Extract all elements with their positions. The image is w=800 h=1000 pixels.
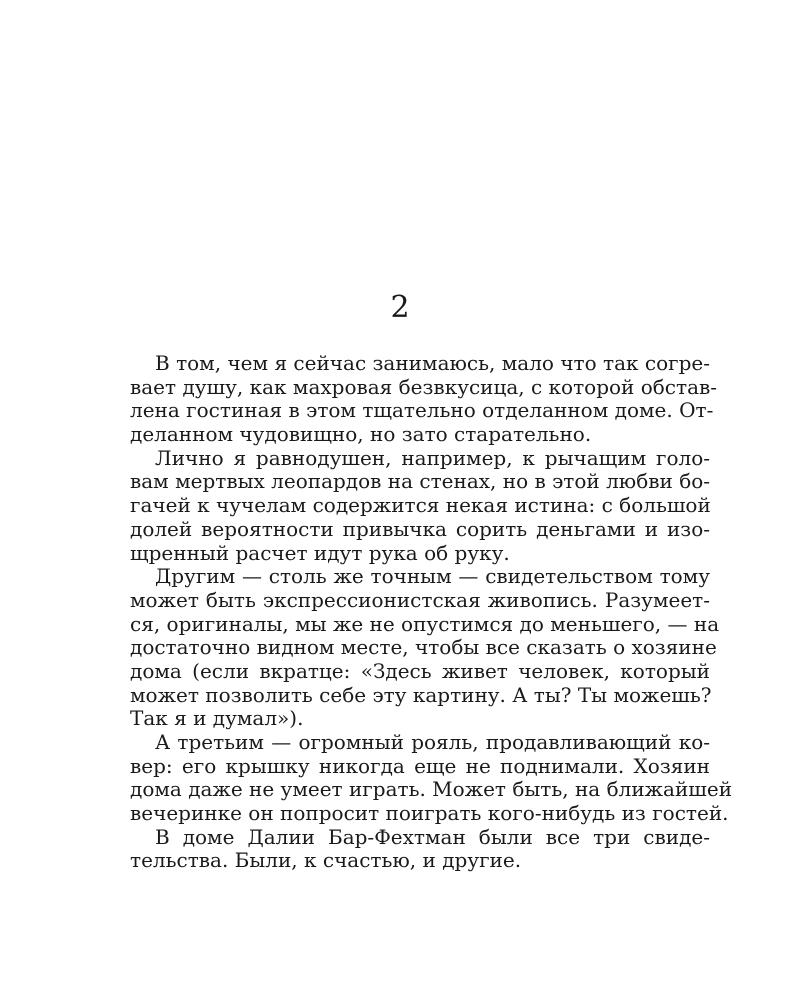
text-line: вер: его крышку никогда еще не поднимали. Хозяин (130, 753, 710, 778)
text-line: долей вероятности привычка сорить деньгами и изо- (130, 516, 710, 541)
text-line: лена гостиная в этом тщательно отделанном доме. От- (130, 398, 714, 423)
text-line: вает душу, как махровая безвкусица, с которой обстав- (130, 374, 718, 399)
text-line: ся, оригиналы, мы же не опустимся до меньшего, — на (130, 611, 720, 636)
text-line: тельства. Были, к счастью, и другие. (130, 848, 522, 873)
text-line: вам мертвых леопардов на стенах, но в этой любви бо- (130, 469, 711, 494)
paragraph (130, 447, 710, 565)
paragraph (130, 564, 720, 731)
paragraph (130, 730, 733, 826)
text-line: дома (если вкратце: «Здесь живет человек, который (130, 658, 710, 683)
text-line: деланном чудовищно, но зато старательно. (130, 422, 592, 447)
chapter-body (130, 351, 733, 873)
text-line: Так я и думал»). (130, 706, 304, 731)
text-line: Лично я равнодушен, например, к рычащим голо- (155, 445, 710, 470)
chapter-number: 2 (390, 290, 410, 325)
text-line: В доме Далии Бар-Фехтман были все три свиде- (155, 824, 710, 849)
text-line: щренный расчет идут рука об руку. (130, 540, 510, 565)
paragraph (130, 351, 718, 447)
paragraph (130, 826, 710, 873)
text-line: достаточно видном месте, чтобы все сказать о хозяине (130, 635, 717, 660)
text-line: дома даже не умеет играть. Может быть, на ближайшей (130, 777, 733, 802)
text-line: вечеринке он попросит поиграть кого-нибудь из гостей. (130, 801, 729, 826)
text-line: может позволить себе эту картину. А ты? Ты можешь? (130, 682, 712, 707)
text-line: В том, чем я сейчас занимаюсь, мало что так согре- (155, 351, 710, 375)
text-line: А третьим — огромный рояль, продавливающий ко- (155, 730, 710, 754)
text-line: Другим — столь же точным — свидетельством тому (155, 564, 710, 589)
text-line: гачей к чучелам содержится некая истина: с большой (130, 493, 711, 518)
text-line: может быть экспрессионистская живопись. Разумеет- (130, 587, 710, 612)
